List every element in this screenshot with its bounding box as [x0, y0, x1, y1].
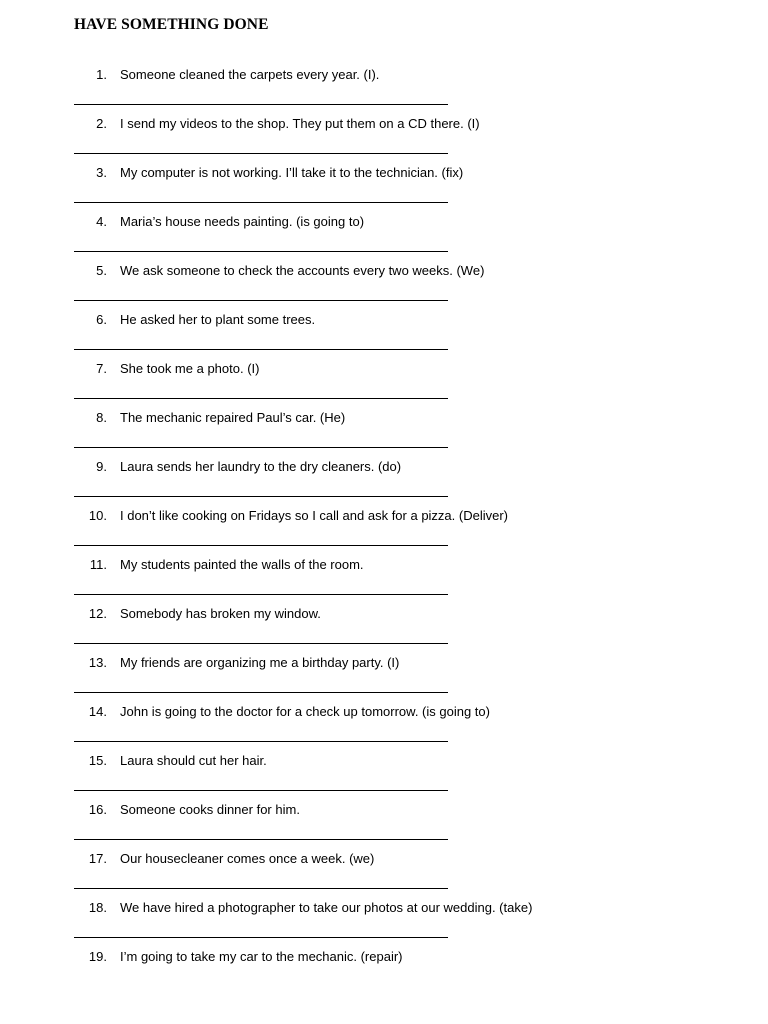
- exercise-text: Someone cleaned the carpets every year. (I).: [120, 67, 380, 82]
- exercise-text: My computer is not working. I’ll take it to the technician. (fix): [120, 165, 464, 180]
- exercise-number: 13.: [88, 655, 107, 670]
- exercise-item: [0, 507, 768, 556]
- answer-line: [74, 153, 448, 154]
- exercise-number: 7.: [96, 361, 107, 376]
- answer-line: [74, 300, 448, 301]
- exercise-text: My friends are organizing me a birthday party. (I): [120, 655, 400, 670]
- exercise-item: [0, 752, 768, 801]
- answer-line: [74, 594, 448, 595]
- exercise-number: 19.: [88, 949, 107, 964]
- exercise-number: 17.: [88, 851, 107, 866]
- exercise-text: John is going to the doctor for a check up tomorrow. (is going to): [120, 704, 490, 719]
- exercise-number: 16.: [88, 802, 107, 817]
- exercise-item: [0, 311, 768, 360]
- answer-line: [74, 202, 448, 203]
- exercise-number: 12.: [88, 606, 107, 621]
- exercise-number: 11.: [89, 557, 107, 572]
- exercise-text: My students painted the walls of the room.: [120, 557, 364, 572]
- answer-line: [74, 937, 448, 938]
- exercise-text: I don’t like cooking on Fridays so I call and ask for a pizza. (Deliver): [120, 508, 509, 523]
- exercise-text: He asked her to plant some trees.: [120, 312, 316, 327]
- exercise-item: [0, 360, 768, 409]
- exercise-text: Somebody has broken my window.: [120, 606, 321, 621]
- exercise-item: [0, 948, 768, 997]
- exercise-text: Maria’s house needs painting. (is going to): [120, 214, 365, 229]
- exercise-item: [0, 164, 768, 213]
- answer-line: [74, 349, 448, 350]
- exercise-number: 4.: [96, 214, 107, 229]
- exercise-item: [0, 899, 768, 948]
- exercise-number: 6.: [96, 312, 107, 327]
- exercise-item: [0, 409, 768, 458]
- answer-line: [74, 447, 448, 448]
- exercise-text: Someone cooks dinner for him.: [120, 802, 300, 817]
- exercise-item: [0, 850, 768, 899]
- answer-line: [74, 741, 448, 742]
- exercise-number: 15.: [88, 753, 107, 768]
- answer-line: [74, 398, 448, 399]
- answer-line: [74, 839, 448, 840]
- exercise-item: [0, 654, 768, 703]
- answer-line: [74, 104, 448, 105]
- exercise-text: The mechanic repaired Paul’s car. (He): [120, 410, 346, 425]
- answer-line: [74, 545, 448, 546]
- exercise-item: [0, 605, 768, 654]
- exercise-text: We ask someone to check the accounts every two weeks. (We): [120, 263, 485, 278]
- exercise-number: 2.: [96, 116, 107, 131]
- exercise-text: I send my videos to the shop. They put them on a CD there. (I): [120, 116, 480, 131]
- exercise-list: [0, 66, 768, 997]
- exercise-item: [0, 801, 768, 850]
- exercise-item: [0, 66, 768, 115]
- exercise-number: 18.: [88, 900, 107, 915]
- answer-line: [74, 496, 448, 497]
- exercise-number: 3.: [96, 165, 107, 180]
- exercise-item: [0, 262, 768, 311]
- exercise-number: 1.: [96, 67, 107, 82]
- exercise-number: 14.: [88, 704, 107, 719]
- exercise-number: 5.: [96, 263, 107, 278]
- answer-line: [74, 888, 448, 889]
- exercise-item: [0, 213, 768, 262]
- exercise-item: [0, 115, 768, 164]
- exercise-number: 8.: [96, 410, 107, 425]
- exercise-text: She took me a photo. (I): [120, 361, 260, 376]
- exercise-number: 10.: [88, 508, 107, 523]
- exercise-item: [0, 703, 768, 752]
- answer-line: [74, 251, 448, 252]
- document-title: HAVE SOMETHING DONE: [74, 16, 269, 33]
- exercise-item: [0, 458, 768, 507]
- exercise-text: Laura should cut her hair.: [120, 753, 267, 768]
- exercise-text: I’m going to take my car to the mechanic. (repair): [120, 949, 403, 964]
- exercise-text: Laura sends her laundry to the dry cleaners. (do): [120, 459, 402, 474]
- exercise-item: [0, 556, 768, 605]
- exercise-text: We have hired a photographer to take our photos at our wedding. (take): [120, 900, 533, 915]
- exercise-text: Our housecleaner comes once a week. (we): [120, 851, 375, 866]
- answer-line: [74, 643, 448, 644]
- exercise-number: 9.: [96, 459, 107, 474]
- answer-line: [74, 692, 448, 693]
- answer-line: [74, 790, 448, 791]
